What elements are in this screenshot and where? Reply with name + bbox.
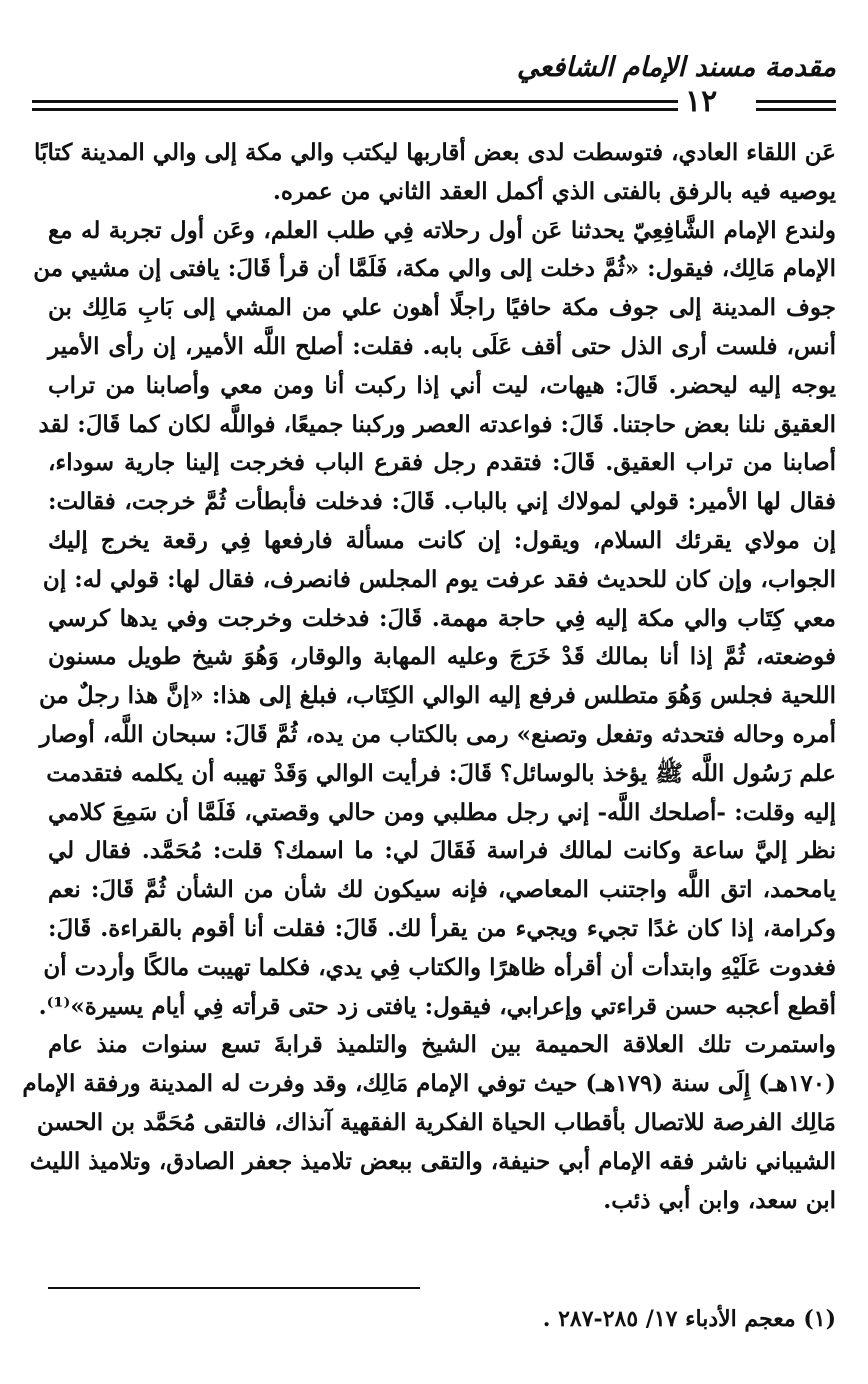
page-header-title: مقدمة مسند الإمام الشافعي	[516, 52, 836, 83]
text-line: إليه وقلت: -أصلحك اللَّه- إني رجل مطلبي ومن حالي وقصتي، فَلَمَّا أن سَمِعَ كلامي	[48, 798, 836, 826]
text-line: الجواب، وإن كان للحديث فقد عرفت يوم المجلس فانصرف، فقال لها: قولي له: إن	[42, 565, 836, 593]
text-line: معي كِتَاب والي مكة إليه فِي حاجة مهمة. قَالَ: فدخلت وخرجت وفي يدها كرسي	[48, 604, 836, 632]
text-line: وكرامة، إذا كان غدًا تجيء ويجيء من يقرأ لك. قَالَ: فقلت أنا أقوم بالقراءة. قَالَ:	[48, 914, 836, 942]
text-line: جوف المدينة إلى جوف مكة حافيًا راجلًا أهون علي من المشي إلى بَابِ مَالِك بن	[48, 294, 836, 322]
text-line: الإمام مَالِك، فيقول: «ثُمَّ دخلت إلى والي مكة، فَلَمَّا أن قرأ قَالَ: يافتى إن مشيي من	[33, 255, 836, 283]
text-line: فوضعته، ثُمَّ إذا أنا بمالك قَدْ خَرَجَ وعليه المهابة والوقار، وَهُوَ شيخ طويل مسنون	[48, 643, 836, 671]
text-line: ولندع الإمام الشَّافِعِيّ يحدثنا عَن أول رحلاته فِي طلب العلم، وعَن أول تجربة له مع	[48, 216, 836, 244]
text-line: أنس، فلست أرى الذل حتى أقف عَلَى بابه. فقلت: أصلح اللَّه الأمير، إن رأى الأمير	[48, 332, 836, 360]
text-line: واستمرت تلك العلاقة الحميمة بين الشيخ والتلميذ قرابةَ تسع سنوات منذ عام	[48, 1031, 836, 1059]
text-line: يوجه إليه ليحضر. قَالَ: هيهات، ليت أني إذا ركبت أنا ومن معي وأصابنا من تراب	[48, 371, 836, 399]
text-line: نظر إليَّ ساعة وكانت لمالك فراسة فَقَالَ لي: ما اسمك؟ قلت: مُحَمَّد. فقال لي	[48, 837, 836, 865]
text-line: أصابنا من تراب العقيق. قَالَ: فتقدم رجل فقرع الباب فخرجت إلينا جارية سوداء،	[48, 449, 836, 477]
header-rule-bottom	[32, 108, 678, 111]
text-line: الشيباني ناشر فقه الإمام أبي حنيفة، والتقى ببعض تلاميذ جعفر الصادق، وتلاميذ الليث	[29, 1147, 836, 1175]
text-line: فغدوت عَلَيْهِ وابتدأت أن أقرأه ظاهرًا والكتاب فِي يدي، فكلما تهيبت مالكًا وأردت أن	[43, 953, 836, 981]
text-line: أمره وحاله فتحدثه وتفعل وتصنع» رمى بالكتاب من يده، ثُمَّ قَالَ: سبحان اللَّه، أوصار	[39, 720, 836, 748]
text-line: ابن سعد، وابن أبي ذئب.	[603, 1186, 836, 1214]
text-line: عَن اللقاء العادي، فتوسطت لدى بعض أقاربها ليكتب والي مكة إلى والي المدينة كتابًا	[34, 139, 836, 166]
page-number-rule-bottom	[756, 108, 836, 111]
text-line: مَالِك الفرصة للاتصال بأقطاب الحياة الفكرية الفقهية آنذاك، فالتقى مُحَمَّد بن الحسن	[36, 1108, 836, 1136]
text-line: علم رَسُول اللَّه ﷺ يؤخذ بالوسائل؟ قَالَ: فرأيت الوالي وَقَدْ تهيبه أن يكلمه فتقدمت	[46, 759, 836, 787]
text-line: إن مولاي يقرئك السلام، ويقول: إن كانت مسألة فارفعها فِي رقعة يخرج إليك	[48, 526, 836, 554]
body-text	[22, 134, 836, 1220]
text-line: العقيق نلنا بعض حاجتنا. قَالَ: فواعدته العصر وركبنا جميعًا، فواللَّه لكان كما قَالَ: لقد	[38, 410, 836, 438]
page-number: ١٢	[685, 84, 718, 119]
text-line: اللحية فجلس وَهُوَ متطلس فرفع إليه الوالي الكِتَاب، فبلغ إلى هذا: «إنَّ هذا رجلٌ من	[38, 682, 836, 710]
header-rule-top	[32, 100, 678, 103]
footnote: (١) معجم الأدباء ١٧/ ٢٨٥-٢٨٧ .	[542, 1306, 836, 1332]
text-line: أقطع أعجبه حسن قراءتي وإعرابي، فيقول: يافتى زد حتى قرأته فِي أيام يسيرة»⁽¹⁾.	[38, 992, 836, 1020]
text-line: يامحمد، اتق اللَّه واجتنب المعاصي، فإنه سيكون لك شأن من الشأن ثُمَّ قَالَ: نعم	[48, 876, 836, 904]
text-line: (١٧٠هـ) إِلَى سنة (١٧٩هـ) حيث توفي الإمام مَالِك، وقد وفرت له المدينة ورفقة الإمام	[22, 1070, 836, 1098]
page-number-rule-top	[756, 100, 836, 103]
footnote-divider	[48, 1287, 420, 1289]
text-line: يوصيه فيه بالرفق بالفتى الذي أكمل العقد الثاني من عمره.	[272, 177, 836, 205]
text-line: فقال لها الأمير: قولي لمولاك إني بالباب. قَالَ: فدخلت فأبطأت ثُمَّ خرجت، فقالت:	[48, 488, 836, 516]
